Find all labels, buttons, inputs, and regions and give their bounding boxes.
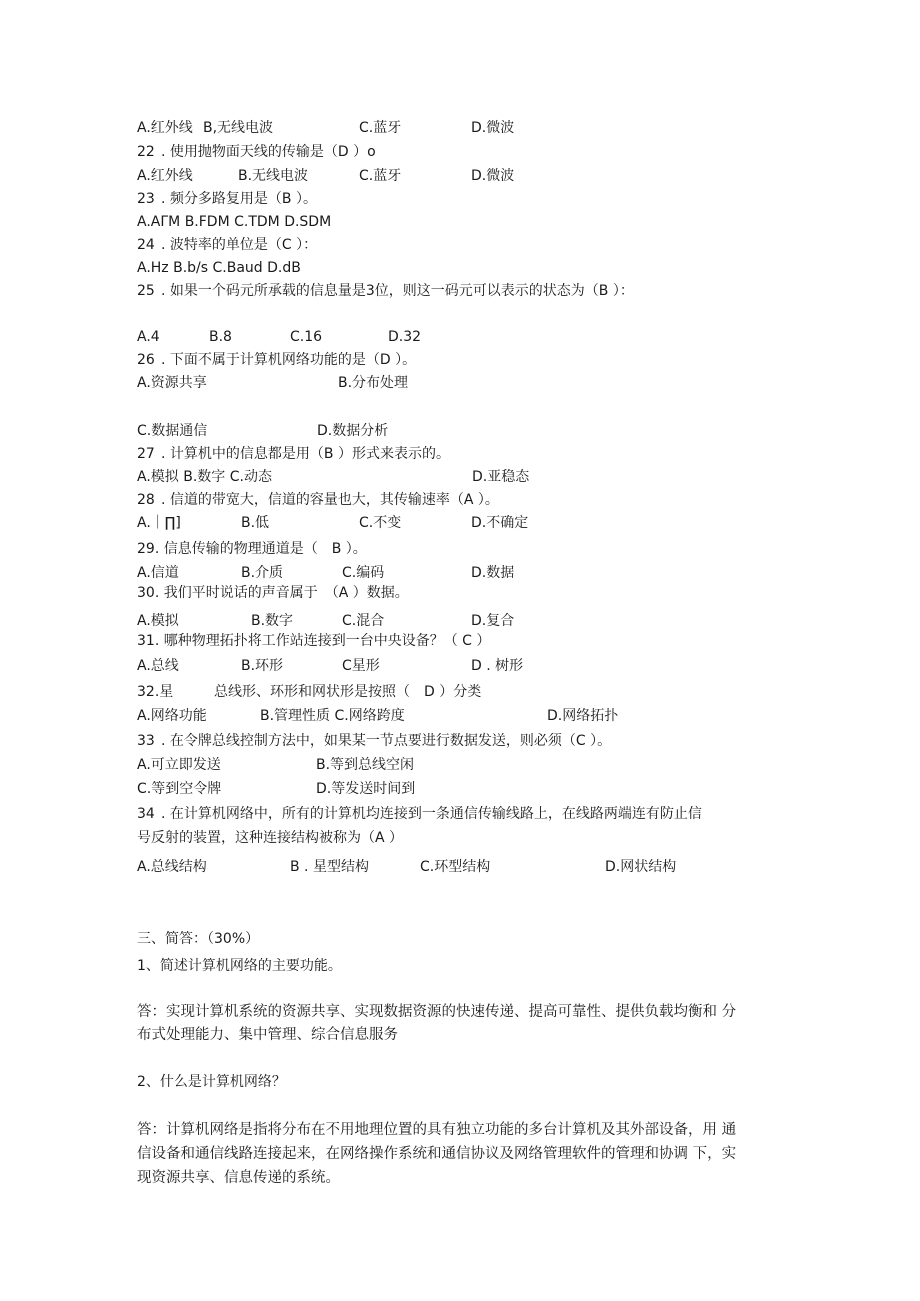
q30-option-a: A.模拟 (137, 613, 179, 629)
q29-option-d: D.数据 (471, 565, 515, 581)
q22-number: 22 (137, 144, 155, 160)
q26-option-d: D.数据分析 (317, 423, 389, 439)
q32-option-a: A.网络功能 (137, 708, 207, 724)
q34-option-a: A.总线结构 (137, 859, 207, 875)
q25-option-b: B.8 (209, 329, 232, 345)
section3-a2-line2: 信设备和通信线路连接起来，在网络操作系统和通信协议及网络管理软件的管理和协调 下，实 (137, 1146, 737, 1162)
q32-option-d: D.网络拓扑 (547, 708, 619, 724)
section3-q1: 1、简述计算机网络的主要功能。 (137, 958, 342, 974)
q25-question (137, 281, 634, 301)
q34-option-c: C.环型结构 (420, 859, 491, 875)
q34-option-b: B . 星型结构 (290, 859, 369, 875)
q26-option-c: C.数据通信 (137, 423, 208, 439)
q31-option-d: D . 树形 (471, 658, 524, 674)
q32-question: 总线形、环形和网状形是按照（ D ）分类 (214, 684, 482, 700)
q26-option-b: B.分布处理 (338, 375, 409, 391)
q22-question (137, 142, 376, 162)
q27-text: . 计算机中的信息都是用（B ）形式来表示的。 (161, 446, 450, 462)
section3-a2-line1: 答：计算机网络是指将分布在不用地理位置的具有独立功能的多台计算机及其外部设备，用 通 (137, 1122, 737, 1138)
q23-number: 23 (137, 191, 155, 207)
q29-option-c: C.编码 (342, 565, 385, 581)
section3-q2: 2、什么是计算机网络？ (137, 1074, 286, 1090)
q25-option-d: D.32 (388, 329, 422, 345)
section3-a1-line1: 答：实现计算机系统的资源共享、实现数据资源的快速传递、提高可靠性、提供负载均衡和 分 (137, 1004, 737, 1020)
q33-number: 33 (137, 733, 155, 749)
q34-question (137, 804, 702, 824)
q29-option-b: B.介质 (241, 565, 284, 581)
q27-question (137, 444, 450, 464)
q24-text: . 波特率的单位是（C ）： (161, 237, 318, 253)
q21-option-c: C.蓝牙 (359, 120, 402, 136)
q33-option-b: B.等到总线空闲 (316, 757, 415, 773)
q24-options: A.Hz B.b/s C.Baud D.dB (137, 260, 301, 276)
q32-options-bc: B.管理性质 C.网络跨度 (260, 708, 405, 724)
q34-text: . 在计算机网络中，所有的计算机均连接到一条通信传输线路上，在线路两端连有防止信 (161, 806, 702, 822)
q29-option-a: A.信道 (137, 565, 179, 581)
q29-question: 29. 信息传输的物理通道是（ B ）。 (137, 541, 367, 557)
q32-lead: 32.星 (137, 684, 174, 700)
q31-option-c: C星形 (342, 658, 380, 674)
q21-option-b: B,无线电波 (203, 120, 274, 136)
q23-options: A.AΓM B.FDM C.TDM D.SDM (137, 214, 332, 230)
q24-number: 24 (137, 237, 155, 253)
q26-question (137, 350, 416, 370)
q28-option-d: D.不确定 (471, 515, 529, 531)
section3-heading: 三、简答：（30%） (137, 931, 260, 947)
q26-number: 26 (137, 352, 155, 368)
q31-option-a: A.总线 (137, 658, 179, 674)
q22-option-c: C.蓝牙 (359, 168, 402, 184)
q22-text: . 使用抛物面天线的传输是（D ）o (161, 144, 376, 160)
q28-question (137, 490, 499, 510)
q30-option-d: D.复合 (471, 613, 515, 629)
q21-option-a: A.红外线 (137, 120, 193, 136)
q31-question: 31. 哪种物理拓扑将工作站连接到一台中央设备？（ C ） (137, 633, 491, 649)
q33-option-a: A.可立即发送 (137, 757, 221, 773)
q30-question: 30. 我们平时说话的声音属于 （A ）数据。 (137, 585, 409, 601)
q27-options-abc: A.模拟 B.数字 C.动态 (137, 469, 272, 485)
q31-option-b: B.环形 (241, 658, 284, 674)
q28-text: . 信道的带宽大，信道的容量也大，其传输速率（A ）。 (161, 492, 499, 508)
q33-question (137, 731, 611, 751)
q21-option-d: D.微波 (471, 120, 515, 136)
section3-a2-line3: 现资源共享、信息传递的系统。 (137, 1170, 340, 1186)
q28-option-c: C.不变 (359, 515, 402, 531)
q34-question-cont: 号反射的装置，这种连接结构被称为（A ） (137, 830, 404, 846)
q30-option-c: C.混合 (342, 613, 385, 629)
q28-option-a: A.｜∏] (137, 515, 181, 531)
q24-question (137, 235, 317, 255)
q34-number: 34 (137, 806, 155, 822)
q33-option-d: D.等发送时间到 (316, 781, 416, 797)
q27-option-d: D.亚稳态 (472, 469, 530, 485)
q22-option-b: B.无线电波 (238, 168, 309, 184)
q22-option-d: D.微波 (471, 168, 515, 184)
q28-number: 28 (137, 492, 155, 508)
q25-text: . 如果一个码元所承载的信息量是3位，则这一码元可以表示的状态为（B ）： (161, 283, 634, 299)
q25-option-a: A.4 (137, 329, 160, 345)
q34-option-d: D.网状结构 (605, 859, 677, 875)
q25-number: 25 (137, 283, 155, 299)
q22-option-a: A.红外线 (137, 168, 193, 184)
q25-option-c: C.16 (290, 329, 323, 345)
section3-a1-line2: 布式处理能力、集中管理、综合信息服务 (137, 1027, 398, 1043)
q23-question (137, 189, 317, 209)
q33-text: . 在令牌总线控制方法中，如果某一节点要进行数据发送，则必须（C ）。 (161, 733, 612, 749)
q23-text: . 频分多路复用是（B ）。 (161, 191, 317, 207)
q33-option-c: C.等到空令牌 (137, 781, 222, 797)
q28-option-b: B.低 (241, 515, 270, 531)
q26-text: . 下面不属于计算机网络功能的是（D ）。 (161, 352, 417, 368)
q27-number: 27 (137, 446, 155, 462)
q30-option-b: B.数字 (251, 613, 294, 629)
q26-option-a: A.资源共享 (137, 375, 207, 391)
